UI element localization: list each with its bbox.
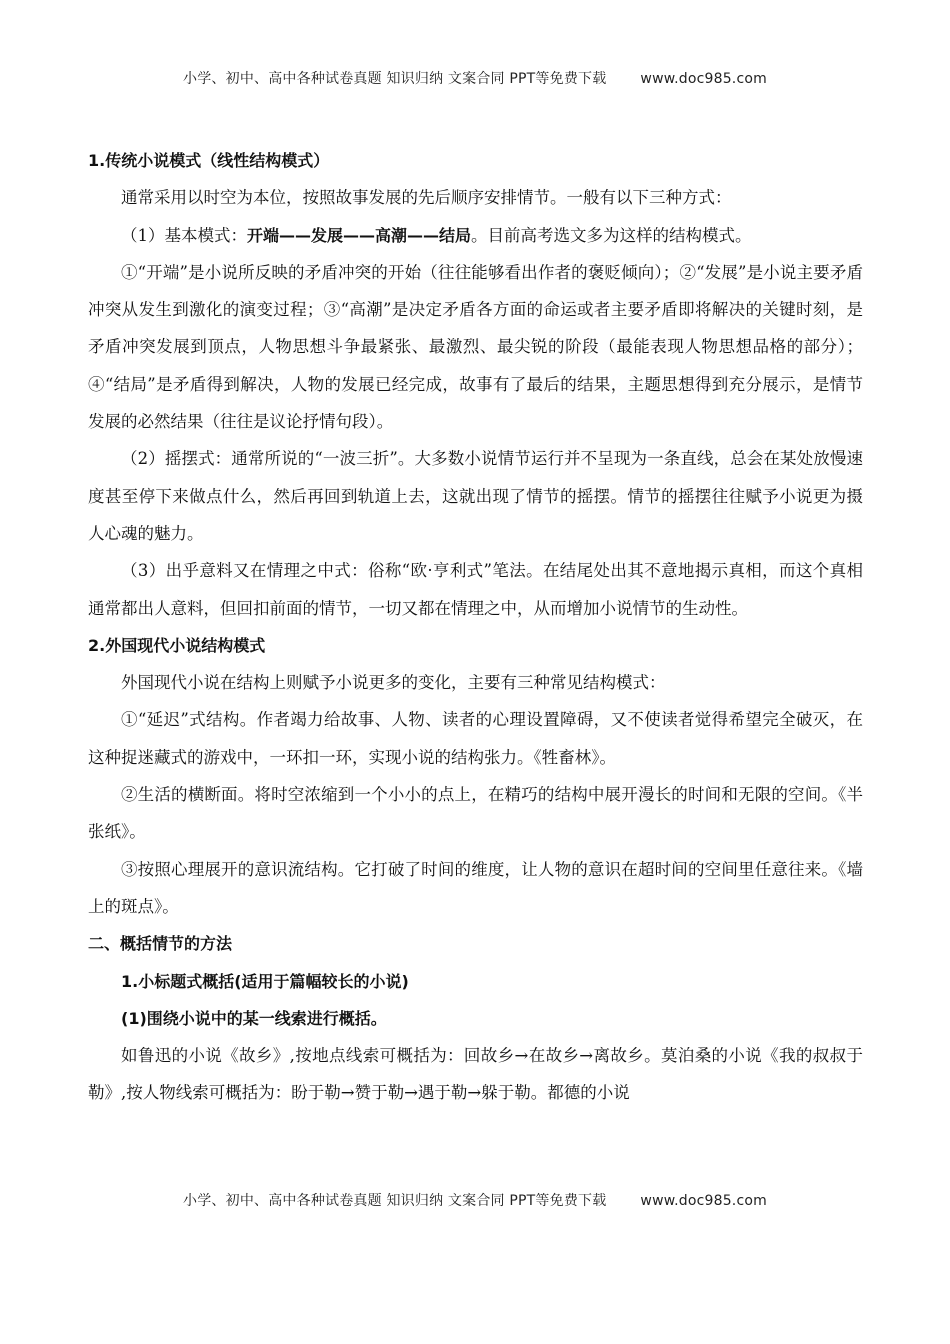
paragraph: ③按照心理展开的意识流结构。它打破了时间的维度，让人物的意识在超时间的空间里任意往来。《墙上的斑点》。	[88, 859, 863, 916]
basic-mode-bold: 开端——发展——高潮——结局	[247, 225, 472, 245]
paragraph: 外国现代小说在结构上则赋予小说更多的变化，主要有三种常见结构模式：	[121, 673, 666, 693]
paragraph: ①“开端”是小说所反映的矛盾冲突的开始（往往能够看出作者的褒贬倾向）；②“发展”是小说主要矛盾冲突从发生到激化的演变过程；③“高潮”是决定矛盾各方面的命运或者主要矛盾即将解决的关键时刻，是矛盾冲突发展到顶点，人物思想斗争最紧张、最激烈、最尖锐的阶段（最能表现人物思想品格的部分）；④“结局”是矛盾得到解决，人物的发展已经完成，故事有了最后的结果，主题思想得到充分展示，是情节发展的必然结果（往往是议论抒情句段）。	[88, 262, 863, 432]
paragraph: ①“延迟”式结构。作者竭力给故事、人物、读者的心理设置障碍，又不使读者觉得希望完全破灭，在这种捉迷藏式的游戏中，一环扣一环，实现小说的结构张力。《牲畜林》。	[88, 710, 863, 767]
paragraph: 通常采用以时空为本位，按照故事发展的先后顺序安排情节。一般有以下三种方式：	[121, 188, 732, 208]
basic-mode-prefix: （1）基本模式：	[121, 225, 247, 245]
subsection-heading: (1)围绕小说中的某一线索进行概括。	[121, 1008, 387, 1028]
footer-url[interactable]: www.doc985.com	[640, 1193, 767, 1209]
document-body	[88, 142, 863, 1112]
paragraph: 如鲁迅的小说《故乡》,按地点线索可概括为：回故乡→在故乡→离故乡。莫泊桑的小说《我的叔叔于勒》,按人物线索可概括为：盼于勒→赞于勒→遇于勒→躲于勒。都德的小说	[88, 1046, 863, 1103]
basic-mode-suffix: 。目前高考选文多为这样的结构模式。	[471, 225, 752, 245]
header-url[interactable]: www.doc985.com	[640, 71, 767, 87]
paragraph: （2）摇摆式：通常所说的“一波三折”。大多数小说情节运行并不呈现为一条直线，总会在某处放慢速度甚至停下来做点什么，然后再回到轨道上去，这就出现了情节的摇摆。情节的摇摆往往赋予小说更为摄人心魂的魅力。	[88, 449, 863, 543]
header-text: 小学、初中、高中各种试卷真题 知识归纳 文案合同 PPT等免费下载	[183, 71, 607, 87]
page-footer	[0, 1190, 950, 1210]
paragraph: ②生活的横断面。将时空浓缩到一个小小的点上，在精巧的结构中展开漫长的时间和无限的空间。《半张纸》。	[88, 785, 863, 842]
section-heading-2: 2.外国现代小说结构模式	[88, 635, 266, 655]
footer-text: 小学、初中、高中各种试卷真题 知识归纳 文案合同 PPT等免费下载	[183, 1193, 607, 1209]
subsection-heading: 1.小标题式概括(适用于篇幅较长的小说)	[121, 971, 409, 991]
section-heading-3: 二、概括情节的方法	[88, 934, 233, 954]
paragraph: （3）出乎意料又在情理之中式：俗称“欧·亨利式”笔法。在结尾处出其不意地揭示真相，而这个真相通常都出人意料，但回扣前面的情节，一切又都在情理之中，从而增加小说情节的生动性。	[88, 561, 863, 618]
section-heading-1: 1.传统小说模式（线性结构模式）	[88, 151, 330, 170]
page-header	[0, 68, 950, 88]
paragraph-basic-mode	[88, 217, 863, 254]
